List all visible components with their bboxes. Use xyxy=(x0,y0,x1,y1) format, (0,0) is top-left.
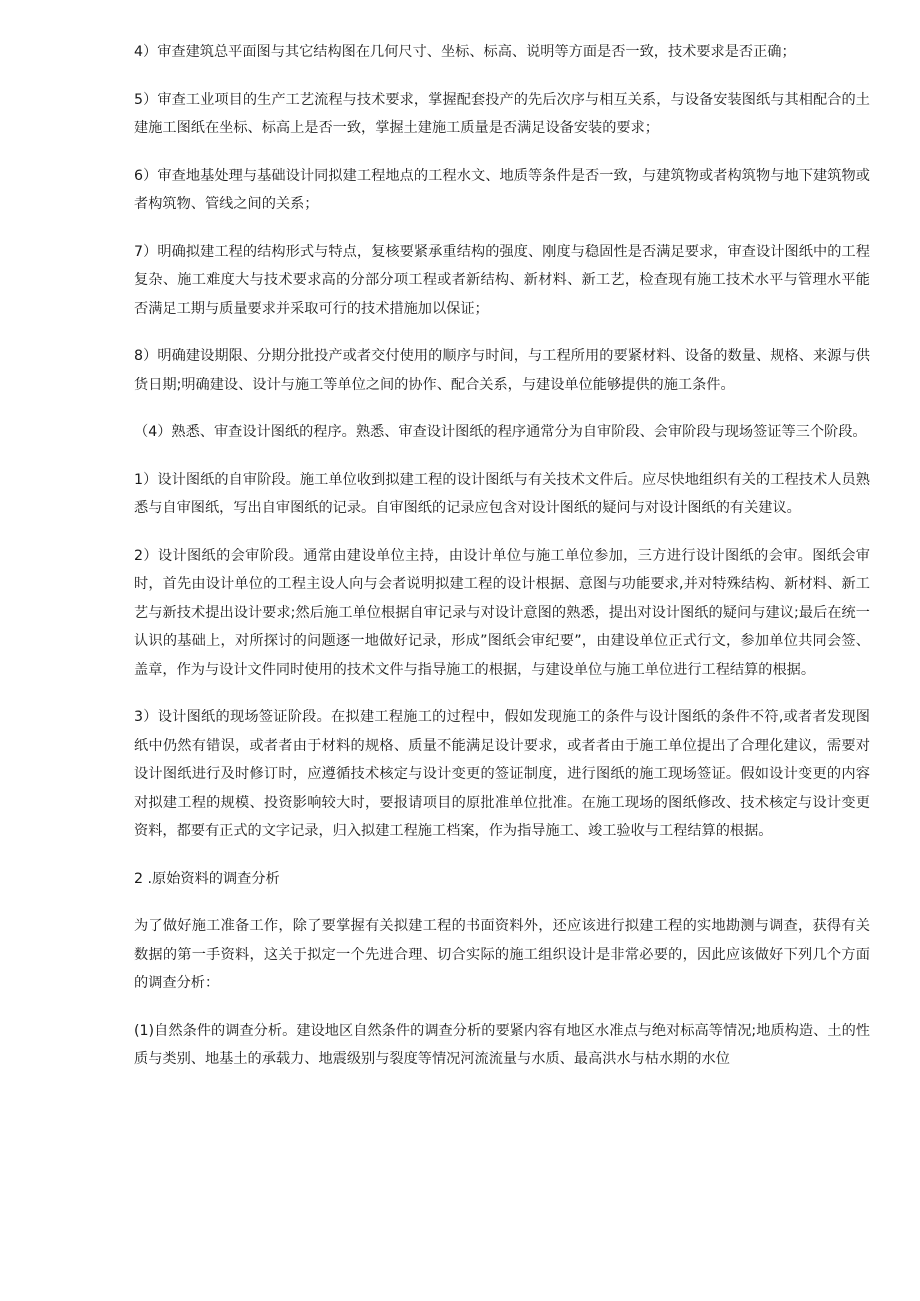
paragraph-site-visa-stage: 3）设计图纸的现场签证阶段。在拟建工程施工的过程中，假如发现施工的条件与设计图纸的条件不符,或者者发现图纸中仍然有错误，或者者由于材料的规格、质量不能满足设计要求，或者者由于施工单位提出了合理化建议，需要对设计图纸进行及时修订时，应遵循技术核定与设计变更的签证制度，进行图纸的施工现场签证。假如设计变更的内容对拟建工程的规模、投资影响较大时，要报请项目的原批准单位批准。在施工现场的图纸修改、技术核定与设计变更资料，都要有正式的文字记录，归入拟建工程施工档案，作为指导施工、竣工验收与工程结算的根据。 xyxy=(134,709,870,839)
paragraph-structure-form: 7）明确拟建工程的结构形式与特点，复核要紧承重结构的强度、刚度与稳固性是否满足要求，审查设计图纸中的工程复杂、施工难度大与技术要求高的分部分项工程或者新结构、新材料、新工艺，检查现有施工技术水平与管理水平能否满足工期与质量要求并采取可行的技术措施加以保证； xyxy=(134,243,870,317)
section-heading: 2 .原始资料的调查分析 xyxy=(134,870,280,887)
paragraph-review-process-flow: 5）审查工业项目的生产工艺流程与技术要求，掌握配套投产的先后次序与相互关系，与设备安装图纸与其相配合的土建施工图纸在坐标、标高上是否一致，掌握土建施工质量是否满足设备安装的要求； xyxy=(134,91,870,136)
paragraph-construction-period: 8）明确建设期限、分期分批投产或者交付使用的顺序与时间，与工程所用的要紧材料、设备的数量、规格、来源与供货日期;明确建设、设计与施工等单位之间的协作、配合关系，与建设单位能够提供的施工条件。 xyxy=(134,348,870,393)
paragraph-review-site-plan: 4）审查建筑总平面图与其它结构图在几何尺寸、坐标、标高、说明等方面是否一致，技术要求是否正确； xyxy=(134,44,796,60)
paragraph-joint-review-stage: 2）设计图纸的会审阶段。通常由建设单位主持，由设计单位与施工单位参加，三方进行设计图纸的会审。图纸会审时，首先由设计单位的工程主设人向与会者说明拟建工程的设计根据、意图与功能要求,并对特殊结构、新材料、新工艺与新技术提出设计要求;然后施工单位根据自审记录与对设计意图的熟悉，提出对设计图纸的疑问与建议;最后在统一认识的基础上，对所探讨的问题逐一地做好记录，形成”图纸会审纪要”，由建设单位正式行文，参加单位共同会签、盖章，作为与设计文件同时使用的技术文件与指导施工的根据，与建设单位与施工单位进行工程结算的根据。 xyxy=(134,547,870,678)
document-page xyxy=(134,38,870,1093)
paragraph-review-foundation: 6）审查地基处理与基础设计同拟建工程地点的工程水文、地质等条件是否一致，与建筑物或者构筑物与地下建筑物或者构筑物、管线之间的关系； xyxy=(134,167,870,212)
paragraph-self-review-stage: 1）设计图纸的自审阶段。施工单位收到拟建工程的设计图纸与有关技术文件后。应尽快地组织有关的工程技术人员熟悉与自审图纸，写出自审图纸的记录。自审图纸的记录应包含对设计图纸的疑问与对设计图纸的有关建议。 xyxy=(134,471,870,516)
paragraph-review-procedure: （4）熟悉、审查设计图纸的程序。熟悉、审查设计图纸的程序通常分为自审阶段、会审阶段与现场签证等三个阶段。 xyxy=(134,424,867,440)
paragraph-natural-conditions: (1)自然条件的调查分析。建设地区自然条件的调查分析的要紧内容有地区水准点与绝对标高等情况;地质构造、土的性质与类别、地基土的承载力、地震级别与裂度等情况河流流量与水质、最高洪水与枯水期的水位 xyxy=(134,1022,870,1067)
paragraph-investigation-intro: 为了做好施工准备工作，除了要掌握有关拟建工程的书面资料外，还应该进行拟建工程的实地勘测与调查，获得有关数据的第一手资料，这关于拟定一个先进合理、切合实际的施工组织设计是非常必要的，因此应该做好下列几个方面的调查分析： xyxy=(134,918,870,991)
